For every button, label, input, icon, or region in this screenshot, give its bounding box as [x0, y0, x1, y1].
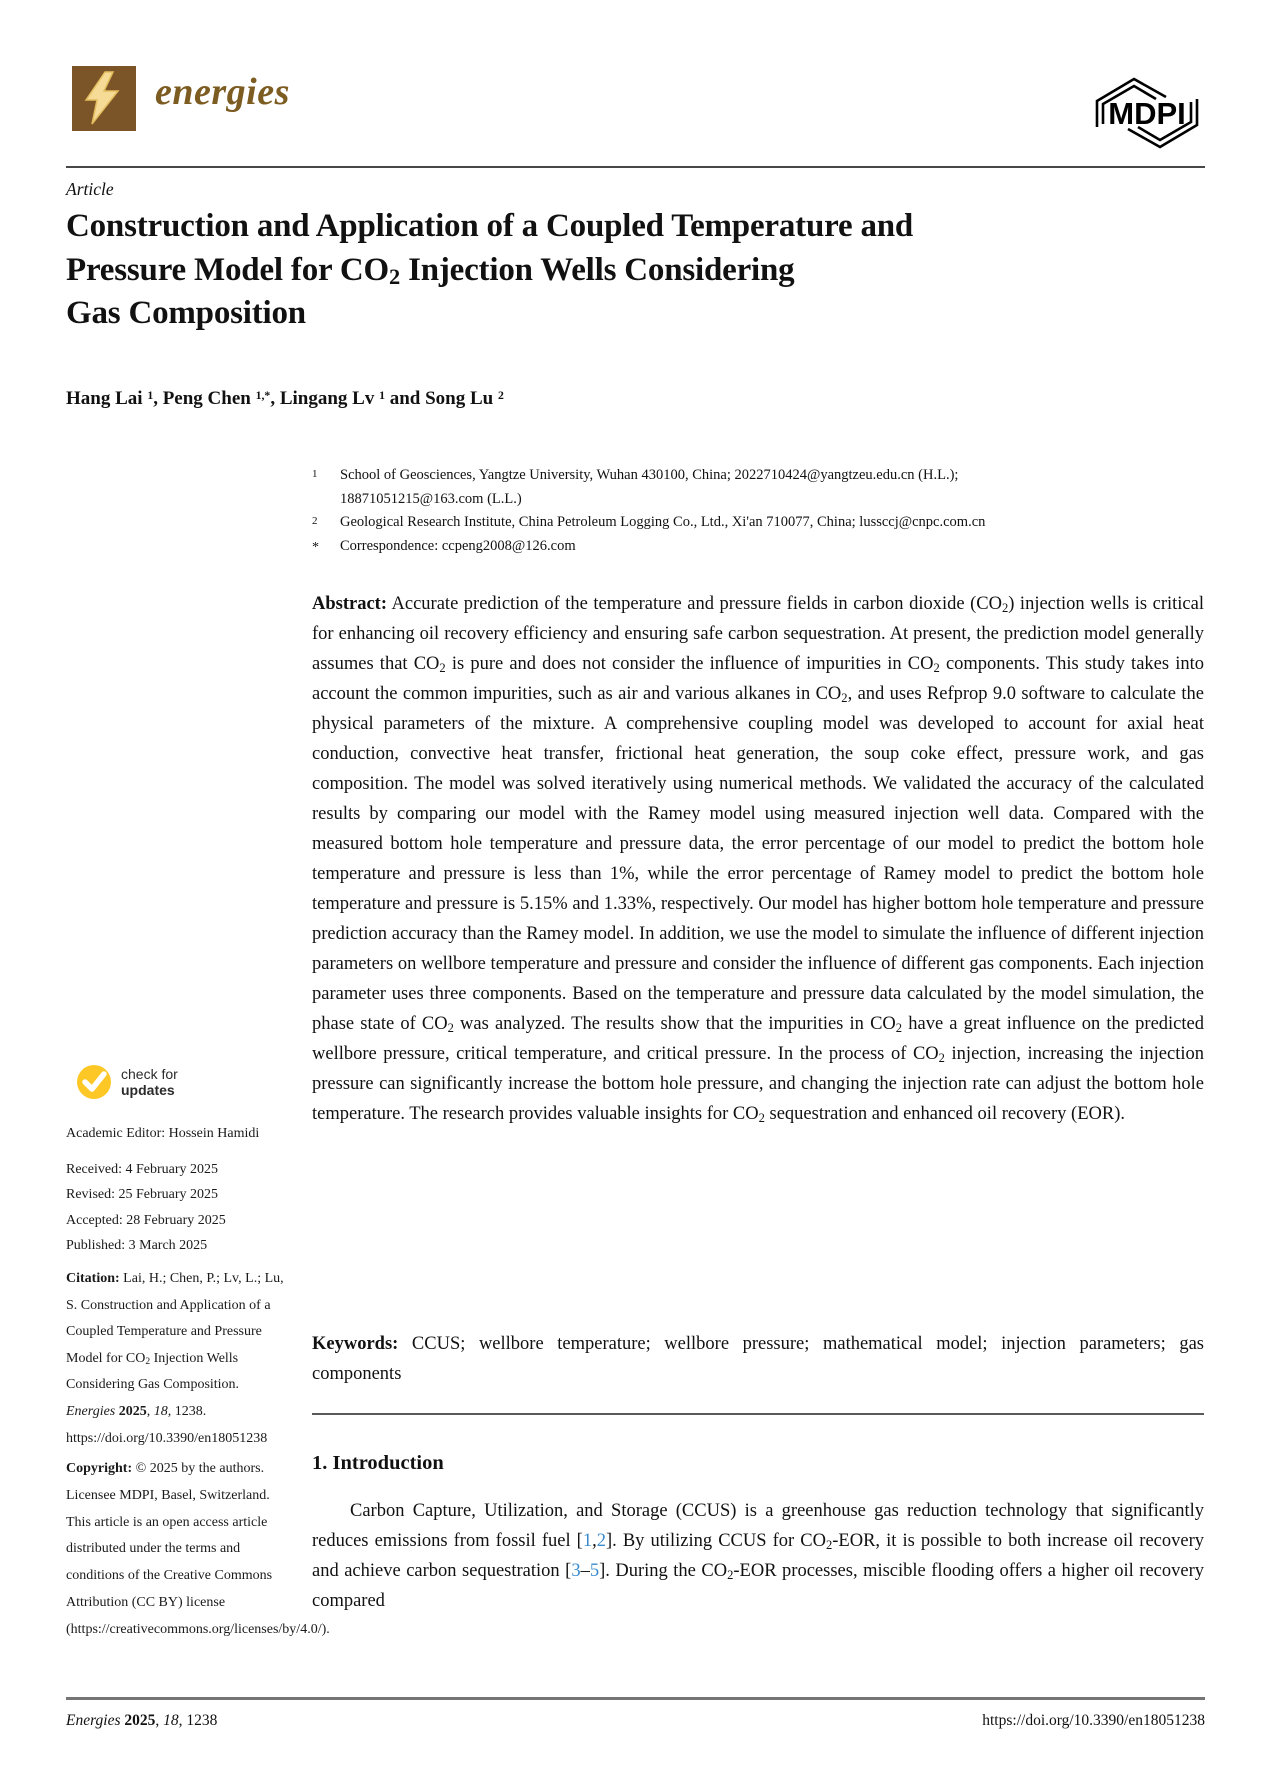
received-date: Received: 4 February 2025 [66, 1162, 219, 1177]
doi-link[interactable]: https://doi.org/10.3390/en18051238 [982, 1712, 1205, 1729]
affiliation-row [312, 535, 1112, 559]
correspondence-marker: * [312, 539, 319, 555]
page-title: Construction and Application of a Coupled Temperature and Pressure Model for CO2 Injection Wells Considering Gas Composition [66, 208, 914, 331]
keywords-line: Keywords: CCUS; wellbore temperature; wellbore pressure; mathematical model; injection parameters; gas components [312, 1334, 1204, 1384]
check-for-text: check for [121, 1066, 178, 1082]
affiliation-marker: 2 [312, 515, 318, 527]
affiliation-row [312, 511, 1112, 535]
affiliation-row [312, 464, 1112, 511]
affiliation-marker: 1 [312, 468, 318, 480]
footer-rule [66, 1697, 1205, 1700]
revised-date: Revised: 25 February 2025 [66, 1187, 219, 1203]
header-rule [66, 166, 1205, 168]
accepted-date: Accepted: 28 February 2025 [66, 1212, 226, 1228]
citation-link[interactable]: 2 [596, 1531, 606, 1551]
citation-link[interactable]: 3 [571, 1561, 581, 1581]
article-history [66, 1157, 286, 1259]
introduction-paragraph: Carbon Capture, Utilization, and Storage (CCUS) is a greenhouse gas reduction technology that significantly reduces emissions from fossil fuel [1,2]. By utilizing CCUS for CO2-EOR, it is possible to both increase oil recovery and achieve carbon sequestration [3–5]. During the CO2-EOR processes, miscible flooding offers a higher oil recovery compared [312, 1501, 1205, 1611]
citation-block: Citation: Lai, H.; Chen, P.; Lv, L.; Lu, S. Construction and Application of a Coupled Temperature and Pressure Model for CO2 Injection Wells Considering Gas Composition. Energies 2025, 18, 1238. https://doi.org/10.3390/en18051238 [66, 1271, 284, 1446]
check-for-updates-badge[interactable] [76, 1064, 178, 1100]
academic-editor-line: Academic Editor: Hossein Hamidi [66, 1126, 260, 1141]
check-for-updates-label [121, 1066, 178, 1098]
affiliation-text: Geological Research Institute, China Petroleum Logging Co., Ltd., Xi'an 710077, China; lussccj@cnpc.com.cn [340, 514, 986, 530]
authors-line: Hang Lai $^1$, Peng Chen $^{1,*}$, Lingang Lv $^1$ and Song Lu $^2$ [66, 388, 504, 409]
journal-wordmark: energies [155, 71, 290, 113]
article-type-label: Article [66, 179, 114, 199]
energies-journal-logo[interactable] [72, 66, 136, 131]
mdpi-logo[interactable] [1088, 76, 1206, 150]
section-divider [312, 1413, 1204, 1415]
updates-text: updates [121, 1082, 175, 1098]
affiliation-list [312, 464, 1112, 558]
lightning-bolt-icon [72, 66, 136, 131]
citation-link[interactable]: 1 [582, 1531, 593, 1551]
correspondence-text: Correspondence: ccpeng2008@126.com [340, 537, 576, 554]
journal-footer-reference: Energies 2025, 18, 1238 [66, 1712, 218, 1729]
mdpi-logo-text: MDPI [1108, 96, 1186, 131]
published-date: Published: 3 March 2025 [66, 1238, 208, 1254]
affiliation-text: School of Geosciences, Yangtze University, Wuhan 430100, China; 2022710424@yangtzeu.edu.cn (H.L.); 18871051215@163.com (L.L.) [340, 467, 959, 507]
abstract-paragraph: Abstract: Accurate prediction of the temperature and pressure fields in carbon dioxide (CO2) injection wells is critical for enhancing oil recovery efficiency and ensuring safe carbon sequestration. At present, the prediction model generally assumes that CO2 is pure and does not consider the influence of impurities in CO2 components. This study takes into account the common impurities, such as air and various alkanes in CO2, and uses Refprop 9.0 software to calculate the physical parameters of the mixture. A comprehensive coupling model was developed to account for axial heat conduction, convective heat transfer, frictional heat generation, the soup coke effect, pressure work, and gas composition. The model was solved iteratively using numerical methods. We validated the accuracy of the calculated results by comparing our model with the Ramey model using measured injection well data. Compared with the measured bottom hole temperature and pressure data, the error percentage of our model to predict the bottom hole temperature and pressure is less than 1%, while the error percentage of Ramey model to predict the bottom hole temperature and pressure is 5.15% and 1.33%, respectively. Our model has higher bottom hole temperature and pressure prediction accuracy than the Ramey model. In addition, we use the model to simulate the influence of different injection parameters on wellbore temperature and pressure and consider the influence of different gas components. Each injection parameter uses three components. Based on the temperature and pressure data calculated by the model simulation, the phase state of CO2 was analyzed. The results show that the impurities in CO2 have a great influence on the predicted wellbore pressure, critical temperature, and critical pressure. In the process of CO2 injection, increasing the injection pressure can significantly increase the bottom hole pressure, and changing the injection rate can adjust the bottom hole temperature. The research provides valuable insights for CO2 sequestration and enhanced oil recovery (EOR). [312, 594, 1204, 1125]
copyright-block: Copyright: © 2025 by the authors. Licensee MDPI, Basel, Switzerland. This article is an open access article distributed under the terms and conditions of the Creative Commons Attribution (CC BY) license (https://creativecommons.org/licenses/by/4.0/). [66, 1461, 330, 1637]
citation-link[interactable]: 5 [589, 1561, 600, 1581]
crossmark-check-icon [76, 1064, 112, 1100]
introduction-heading: 1. Introduction [312, 1452, 444, 1474]
